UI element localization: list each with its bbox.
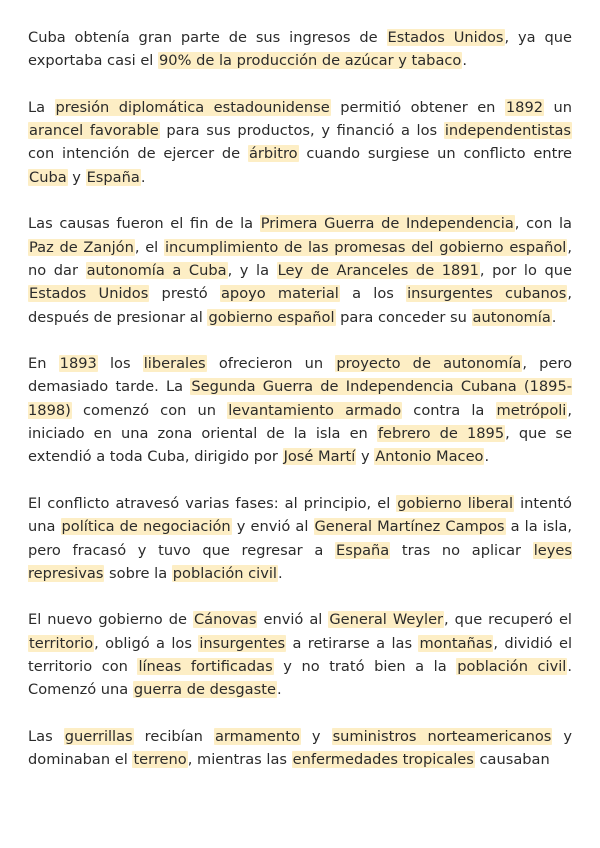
body-text: El conflicto atravesó varias fases: al principio, el	[28, 494, 397, 512]
body-text: comenzó con un	[71, 401, 228, 419]
body-text: .	[277, 564, 283, 582]
body-text: Cuba obtenía gran parte de sus ingresos de	[28, 29, 387, 46]
document-page	[28, 26, 572, 795]
body-text: .	[462, 52, 467, 70]
body-text: a los	[339, 285, 407, 303]
highlighted-text: Cuba	[29, 168, 67, 186]
highlighted-text: José Martí	[283, 448, 356, 466]
body-text: y no trató bien a la	[273, 658, 457, 676]
body-text: y	[300, 727, 332, 745]
highlighted-text: política de negociación	[61, 518, 231, 536]
highlighted-text: territorio	[29, 634, 94, 652]
body-text: intentó una	[28, 494, 572, 536]
highlighted-text: 1893	[59, 355, 97, 373]
highlighted-text: Primera Guerra de Independencia	[260, 215, 514, 233]
highlighted-text: presión diplomática estadounidense	[55, 98, 330, 116]
body-text: , dividió el territorio con	[28, 634, 573, 676]
highlighted-text: guerra de desgaste	[133, 681, 276, 699]
body-text: , mientras las	[187, 751, 292, 769]
highlighted-text: General Weyler	[329, 611, 444, 629]
highlighted-text: apoyo material	[220, 285, 339, 303]
highlighted-text: levantamiento armado	[228, 401, 402, 419]
highlighted-text: armamento	[214, 727, 300, 745]
highlighted-text: insurgentes	[199, 634, 286, 652]
body-text: , con la	[514, 215, 572, 233]
highlighted-text: Antonio Maceo	[375, 448, 484, 466]
body-text: y dominaban el	[28, 727, 573, 769]
paragraph-2	[28, 96, 572, 189]
highlighted-text: febrero de 1895	[377, 425, 505, 443]
body-text: , que recuperó el	[444, 611, 572, 629]
body-text: .	[140, 168, 146, 186]
body-text: ofrecieron un	[206, 355, 336, 373]
highlighted-text: enfermedades tropicales	[292, 751, 474, 769]
highlighted-text: gobierno liberal	[397, 494, 514, 512]
body-text: los	[97, 355, 143, 373]
body-text: recibían	[133, 727, 214, 745]
body-text: y	[67, 168, 86, 186]
paragraph-6	[28, 608, 572, 701]
highlighted-text: autonomía	[472, 308, 551, 326]
highlighted-text: arancel favorable	[29, 122, 159, 140]
body-text: .	[551, 308, 557, 326]
body-text: Las	[28, 727, 64, 745]
body-text: prestó	[149, 285, 220, 303]
body-text: , y la	[227, 261, 277, 279]
paragraph-5	[28, 492, 572, 585]
body-text: para conceder su	[335, 308, 472, 326]
highlighted-text: terreno	[133, 751, 187, 769]
body-text: , iniciado en una zona oriental de la isla en	[28, 401, 572, 443]
body-text: .	[276, 681, 282, 699]
body-text: .	[484, 448, 490, 466]
highlighted-text: población civil	[457, 658, 567, 676]
body-text: y envió al	[231, 518, 314, 536]
body-text: contra la	[402, 401, 496, 419]
body-text: causaban	[474, 751, 550, 769]
body-text: . Comenzó una	[28, 658, 572, 699]
highlighted-text: España	[336, 541, 390, 559]
body-text: tras no aplicar	[390, 541, 533, 559]
highlighted-text: 90% de la producción de azúcar y tabaco	[159, 52, 462, 70]
highlighted-text: guerrillas	[64, 727, 133, 745]
body-text: envió al	[257, 611, 329, 629]
body-text: , el	[134, 238, 164, 256]
highlighted-text: Paz de Zanjón	[29, 238, 134, 256]
highlighted-text: montañas	[419, 634, 493, 652]
body-text: , después de presionar al	[28, 285, 572, 326]
highlighted-text: independentistas	[444, 122, 571, 140]
body-text: sobre la	[104, 564, 172, 582]
body-text: permitió obtener en	[330, 98, 505, 116]
paragraph-3	[28, 212, 572, 328]
body-text: a la isla, pero fracasó y tuvo que regresar a	[28, 518, 573, 559]
highlighted-text: Ley de Aranceles de 1891	[277, 261, 479, 279]
body-text: , que se extendió a toda Cuba, dirigido por	[28, 425, 573, 466]
body-text: , obligó a los	[94, 634, 199, 652]
body-text: En	[28, 355, 59, 373]
highlighted-text: autonomía a Cuba	[86, 261, 227, 279]
highlighted-text: Estados Unidos	[387, 29, 504, 46]
highlighted-text: Segunda Guerra de Independencia Cubana (1895-1898)	[28, 378, 573, 419]
body-text: a retirarse a las	[286, 634, 419, 652]
highlighted-text: población civil	[172, 564, 277, 582]
body-text: con intención de ejercer de	[28, 145, 248, 163]
body-text: La	[28, 98, 55, 116]
highlighted-text: gobierno español	[208, 308, 335, 326]
highlighted-text: liberales	[143, 355, 206, 373]
highlighted-text: líneas fortificadas	[138, 658, 273, 676]
body-text: , por lo que	[479, 261, 572, 279]
body-text: , pero demasiado tarde. La	[28, 355, 573, 396]
highlighted-text: incumplimiento de las promesas del gobierno español	[164, 238, 567, 256]
body-text: un	[544, 98, 572, 116]
highlighted-text: España	[86, 168, 140, 186]
paragraph-7	[28, 725, 572, 772]
body-text: Las causas fueron el fin de la	[28, 215, 260, 233]
paragraph-1	[28, 26, 572, 73]
highlighted-text: metrópoli	[496, 401, 567, 419]
highlighted-text: insurgentes cubanos	[407, 285, 567, 303]
body-text: , no dar	[28, 238, 572, 279]
body-text: , ya que exportaba casi el	[28, 29, 572, 70]
body-text: y	[356, 448, 375, 466]
highlighted-text: suministros norteamericanos	[332, 727, 552, 745]
highlighted-text: proyecto de autonomía	[336, 355, 522, 373]
body-text: cuando surgiese un conflicto entre	[298, 145, 572, 163]
highlighted-text: Cánovas	[193, 611, 257, 629]
highlighted-text: leyes represivas	[28, 541, 572, 582]
body-text: para sus productos, y financió a los	[159, 122, 444, 140]
body-text: El nuevo gobierno de	[28, 611, 193, 629]
highlighted-text: 1892	[505, 98, 544, 116]
highlighted-text: General Martínez Campos	[314, 518, 505, 536]
highlighted-text: árbitro	[248, 145, 298, 163]
paragraph-4	[28, 352, 572, 468]
highlighted-text: Estados Unidos	[29, 285, 149, 303]
